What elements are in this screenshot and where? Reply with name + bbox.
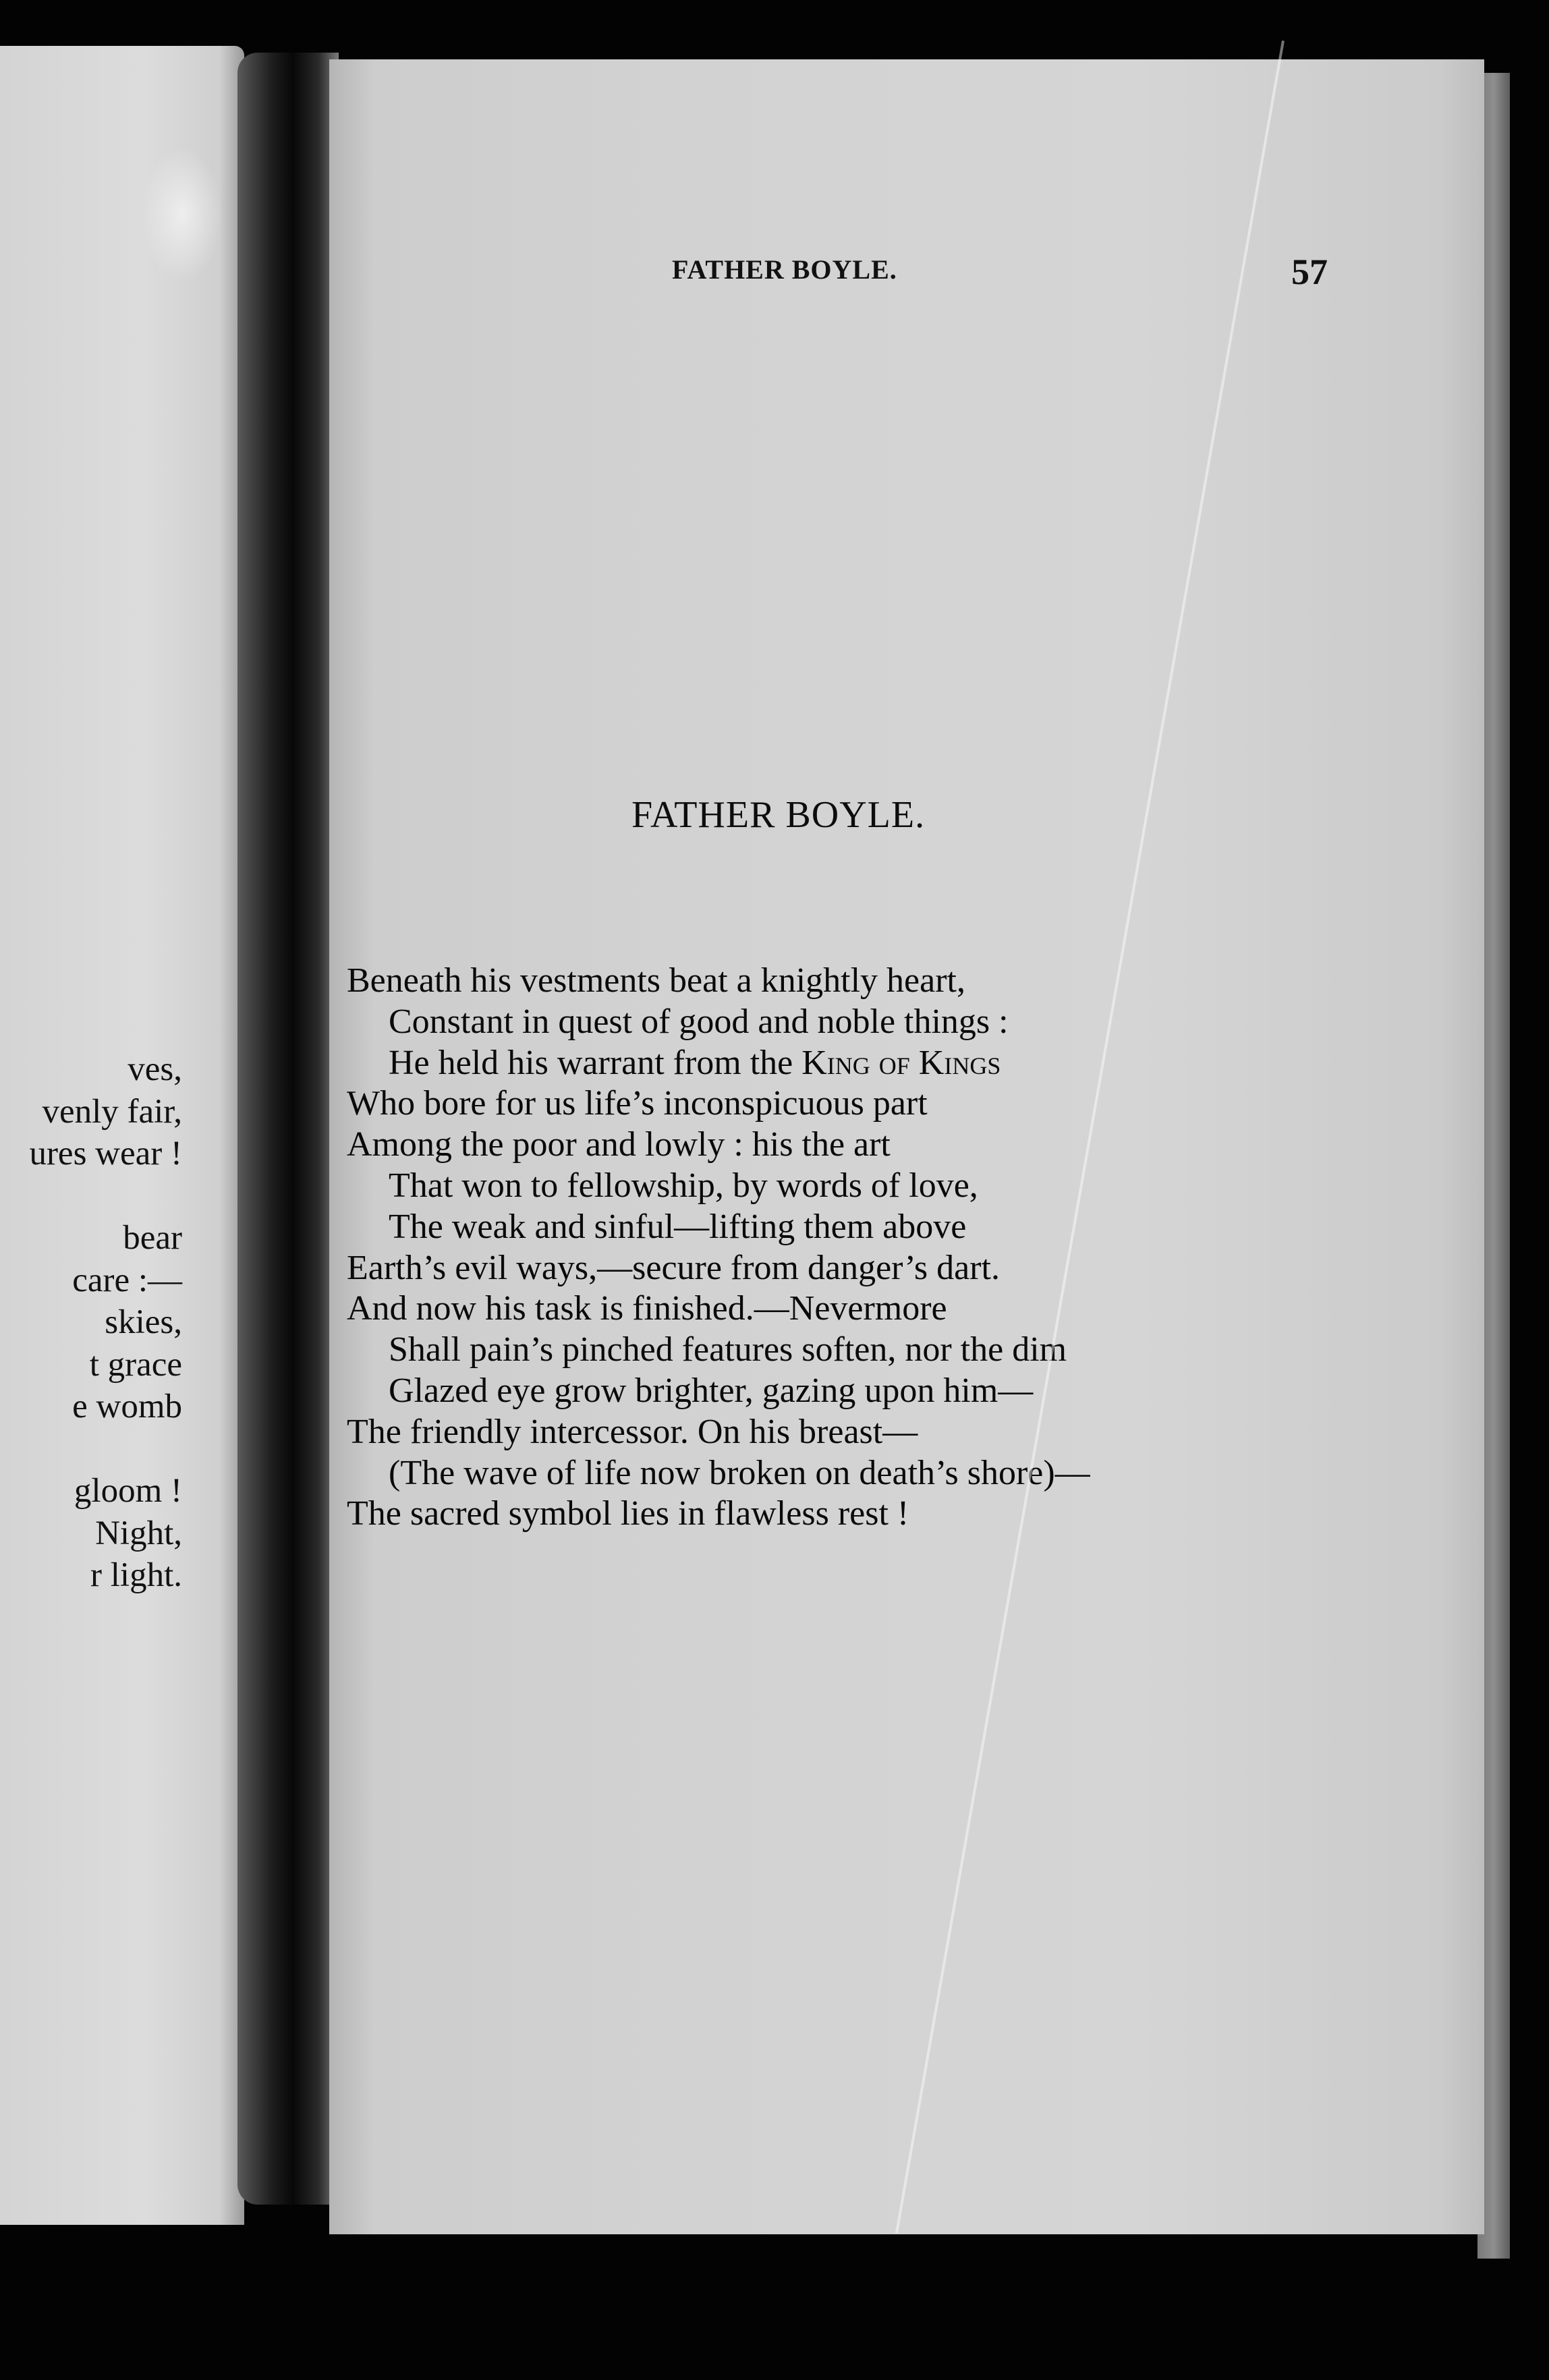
poem-line: The weak and sinful—lifting them above [389, 1207, 967, 1246]
poem-title: FATHER BOYLE. [631, 794, 926, 836]
running-head: FATHER BOYLE. [672, 254, 897, 285]
page-number: 57 [1291, 252, 1328, 292]
poem-line: That won to fellowship, by words of love, [389, 1166, 978, 1205]
poem-line: Earth’s evil ways,—secure from danger’s dart. [347, 1248, 1000, 1287]
left-page-line: Night, [95, 1514, 182, 1552]
book-gutter-shadow [237, 53, 339, 2205]
left-page-line: gloom ! [74, 1472, 182, 1510]
left-page-line: venly fair, [42, 1092, 182, 1131]
left-facing-page [0, 46, 244, 2225]
poem-line-text: He held his warrant from the [389, 1043, 802, 1082]
left-page-line: r light. [90, 1556, 182, 1594]
poem-line [347, 1043, 1332, 1084]
poem-line: Among the poor and lowly : his the art [347, 1125, 891, 1164]
poem-line: Glazed eye grow brighter, gazing upon him— [389, 1371, 1034, 1410]
left-page-line [0, 1175, 244, 1218]
poem-line: The friendly intercessor. On his breast— [347, 1412, 918, 1451]
poem-line: Constant in quest of good and noble things : [389, 1002, 1009, 1041]
left-page-line: e womb [72, 1388, 182, 1425]
left-page-line: ves, [128, 1050, 182, 1088]
left-page-line: ures wear ! [29, 1135, 182, 1172]
left-page-line [0, 1428, 244, 1471]
paper-stain [142, 147, 223, 282]
poem-body [347, 961, 1332, 1535]
poem-line: Who bore for us life’s inconspicuous part [347, 1084, 928, 1123]
left-page-line: t grace [89, 1345, 182, 1384]
left-page-line: bear [123, 1219, 182, 1257]
poem-line: Shall pain’s pinched features soften, nor the dim [389, 1330, 1067, 1369]
poem-line: And now his task is finished.—Nevermore [347, 1289, 947, 1328]
left-page-line: skies, [105, 1303, 182, 1341]
poem-line: The sacred symbol lies in flawless rest ! [347, 1494, 909, 1533]
small-caps-text: King of Kings [801, 1043, 1001, 1082]
poem-line: (The wave of life now broken on death’s shore)— [389, 1453, 1090, 1492]
poem-line: Beneath his vestments beat a knightly heart, [347, 961, 965, 1000]
left-page-line: care :— [72, 1261, 182, 1299]
left-page-text [0, 1048, 244, 1597]
